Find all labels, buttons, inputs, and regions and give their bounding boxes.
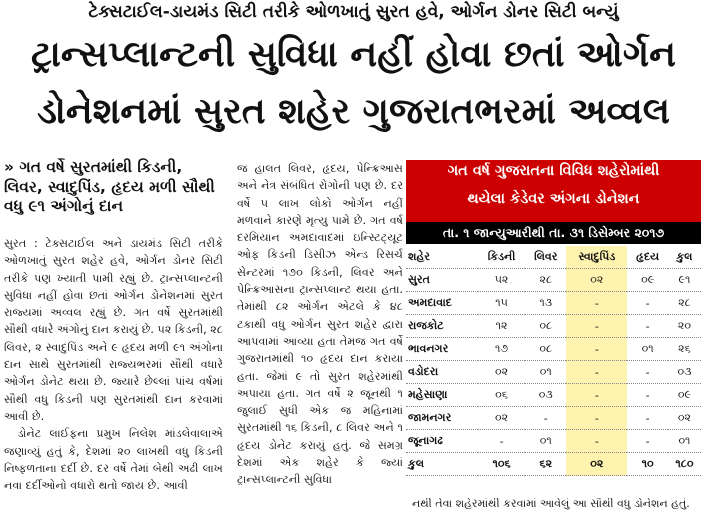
value-cell: - xyxy=(627,430,667,453)
value-cell: - xyxy=(566,430,627,453)
value-cell: ૦૩ xyxy=(525,384,566,407)
value-cell: ૦૩ xyxy=(668,361,701,384)
value-cell: ૧૨ xyxy=(478,315,525,338)
table-row xyxy=(406,338,701,361)
value-cell: - xyxy=(627,361,667,384)
value-cell: ૦૨ xyxy=(668,407,701,430)
value-cell: ૦૧ xyxy=(668,430,701,453)
value-cell: ૦૯ xyxy=(668,384,701,407)
city-cell: કુલ xyxy=(406,453,478,476)
value-cell: - xyxy=(566,338,627,361)
value-cell: - xyxy=(627,407,667,430)
table-total-row xyxy=(406,453,701,476)
value-cell: ૧૦ xyxy=(627,453,667,476)
value-cell: ૯૧ xyxy=(668,269,701,292)
table-row xyxy=(406,384,701,407)
article-column-2 xyxy=(237,160,403,520)
column-header: લિવર xyxy=(525,246,566,269)
column-header: સ્વાદુપિંડ xyxy=(566,246,627,269)
value-cell: ૦૧ xyxy=(525,430,566,453)
value-cell: ૦૨ xyxy=(566,269,627,292)
column-header: શહેર xyxy=(406,246,478,269)
subheadline-text: ગત વર્ષે સુરતમાંથી કિડની, લિવર, સ્વાદુપિંડ, હૃદય મળી સૌથી વધુ ૯૧ અંગોનું દાન xyxy=(4,158,215,215)
value-cell: - xyxy=(566,292,627,315)
value-cell: ૬૨ xyxy=(525,453,566,476)
value-cell: ૦૨ xyxy=(566,453,627,476)
paragraph: સુરત : ટેક્સટાઈલ અને ડાયમંડ સિટી તરીકે ઓળખાતું સુરત શહેર હવે, ઓર્ગન ડોનર સિટી તરીકે પણ ખ્યાતી પામી રહ્યું છે. ટ્રાન્સપ્લાન્ટની સુવિધા નહીં હોવા છતાં ઓર્ગન ડોનેશનમાં સુરત રાજ્યમાં અવ્વલ રહ્યું છે. ગત વર્ષે સુરતમાંથી સૌથી વધારે અંગોનું દાન કરાયું છે. ૫૨ કિડની, ૨૮ લિવર, ૨ સ્વાદુપિંડ અને ૯ હૃદય મળી ૯૧ અંગોના દાન સાથે સુરતમાંથી રાજ્યભરમાં સૌથી વધારે ઓર્ગન ડોનેટ થયા છે. જ્યારે છેલ્લાં પાંચ વર્ષમાં સૌથી વધુ કિડની પણ સુરતમાંથી દાન કરવામાં આવી છે. xyxy=(4,237,223,423)
value-cell: - xyxy=(566,384,627,407)
value-cell: ૫૨ xyxy=(478,269,525,292)
value-cell: ૦૮ xyxy=(525,315,566,338)
city-cell: મહેસાણા xyxy=(406,384,478,407)
value-cell: ૨૮ xyxy=(525,269,566,292)
value-cell: - xyxy=(478,430,525,453)
table-row xyxy=(406,407,701,430)
headline-line-1: ટ્રાન્સપ્લાન્ટની સુવિધા નહીં હોવા છતાં ઓર્ગન xyxy=(31,34,676,75)
city-cell: અમદાવાદ xyxy=(406,292,478,315)
paragraph: ડોનેટ લાઈફના પ્રમુખ નિલેશ માંડલેવાલાએ જણાવ્યું હતું કે, દેશમાં ૨૦ લાખથી વધુ કિડની નિષ્ફળતાના દર્દી છે. દર વર્ષે તેમાં બેથી અઢી લાખ નવા દર્દીઓનો વધારો થતો જાય છે. આવી xyxy=(4,427,223,493)
infobox-title-1: ગત વર્ષ ગુજરાતના વિવિધ શહેરોમાંથી xyxy=(447,163,660,179)
infobox-date-range: તા. ૧ જાન્યુઆરીથી તા. ૩૧ ડિસેમ્બર ૨૦૧૭ xyxy=(406,222,701,244)
value-cell: ૦૮ xyxy=(525,338,566,361)
table-row xyxy=(406,430,701,453)
table-row xyxy=(406,292,701,315)
paragraph: જ હાલત લિવર, હૃદય, પેન્ક્રિઆસ અને નેત્ર સંબંધિત રોગોની પણ છે. દર વર્ષે ૫ લાખ લોકો ઓર્ગન નહીં મળવાને કારણે મૃત્યુ પામે છે. ગત વર્ષ દરમિયાન અમદાવાદમાં ઇન્સ્ટિટ્યૂટ ઓફ કિડની ડિસીઝ એન્ડ રિસર્ચ સેન્ટરમાં ૧૭૦ કિડની, લિવર અને પેન્ક્રિઆસના ટ્રાન્સપ્લાન્ટ થયા હતા. તેમાંથી ૮૨ ઓર્ગન એટલે કે ૪૮ ટકાથી વધુ ઓર્ગન સુરત શહેર દ્વારા આપવામાં આવ્યા હતા તેમજ ગત વર્ષે ગુજરાતમાંથી ૧૦ હૃદય દાન કરાયા હતા. જેમાં ૯ તો સુરત શહેરમાંથી અપાયા હતા. ગત વર્ષે ૨ જૂનથી ૧ જુલાઈ સુધી એક જ મહિનામાં સુરતમાંથી ૧૬ કિડની, ૮ લિવર અને ૧ હૃદય ડોનેટ કરાયું હતું. જે સમગ્ર દેશમાં એક શહેર કે જ્યાં ટ્રાન્સપ્લાન્ટની સુવિધા xyxy=(237,162,403,487)
table-row xyxy=(406,269,701,292)
table-row xyxy=(406,361,701,384)
value-cell: ૨૦ xyxy=(668,315,701,338)
donation-table xyxy=(406,246,701,476)
value-cell: ૦૯ xyxy=(627,269,667,292)
column-header: કુલ xyxy=(668,246,701,269)
city-cell: ભાવનગર xyxy=(406,338,478,361)
table-row xyxy=(406,315,701,338)
guillemet-icon: » xyxy=(4,158,15,176)
value-cell: ૦૧ xyxy=(627,338,667,361)
value-cell: ૧૩ xyxy=(525,292,566,315)
value-cell: ૦૨ xyxy=(478,361,525,384)
value-cell: ૧૦૬ xyxy=(478,453,525,476)
article-column-3 xyxy=(412,498,707,520)
value-cell: - xyxy=(525,407,566,430)
value-cell: ૦૬ xyxy=(478,384,525,407)
value-cell: - xyxy=(627,384,667,407)
value-cell: ૨૮ xyxy=(668,292,701,315)
city-cell: સુરત xyxy=(406,269,478,292)
value-cell: ૧૭ xyxy=(478,338,525,361)
subheadline xyxy=(4,158,223,217)
column-header: કિડની xyxy=(478,246,525,269)
city-cell: રાજકોટ xyxy=(406,315,478,338)
value-cell: - xyxy=(566,361,627,384)
city-cell: જૂનાગઢ xyxy=(406,430,478,453)
kicker: ટેક્સટાઈલ-ડાયમંડ સિટી તરીકે ઓળખાતું સુરત હવે, ઓર્ગન ડોનર સિટી બન્યું xyxy=(88,2,619,22)
city-cell: જામનગર xyxy=(406,407,478,430)
value-cell: - xyxy=(627,315,667,338)
table-header-row xyxy=(406,246,701,269)
value-cell: - xyxy=(566,407,627,430)
value-cell: ૦૨ xyxy=(478,407,525,430)
value-cell: ૦૧ xyxy=(525,361,566,384)
value-cell: - xyxy=(566,315,627,338)
headline-line-2: ડોનેશનમાં સુરત શહેર ગુજરાતભરમાં અવ્વલ xyxy=(37,91,670,132)
value-cell: - xyxy=(627,292,667,315)
city-cell: વડોદરા xyxy=(406,361,478,384)
value-cell: ૧૫ xyxy=(478,292,525,315)
article-column-1 xyxy=(4,235,223,520)
paragraph: નથી તેવા શહેરમાંથી કરવામાં આવેલું આ સૌથી વધુ ડોનેશન હતું. xyxy=(412,498,690,510)
value-cell: ૧૮૦ xyxy=(668,453,701,476)
infobox-title-2: થયેલા કેડેવર અંગના ડોનેશન xyxy=(467,191,640,207)
column-header: હૃદય xyxy=(627,246,667,269)
value-cell: ૨૬ xyxy=(668,338,701,361)
